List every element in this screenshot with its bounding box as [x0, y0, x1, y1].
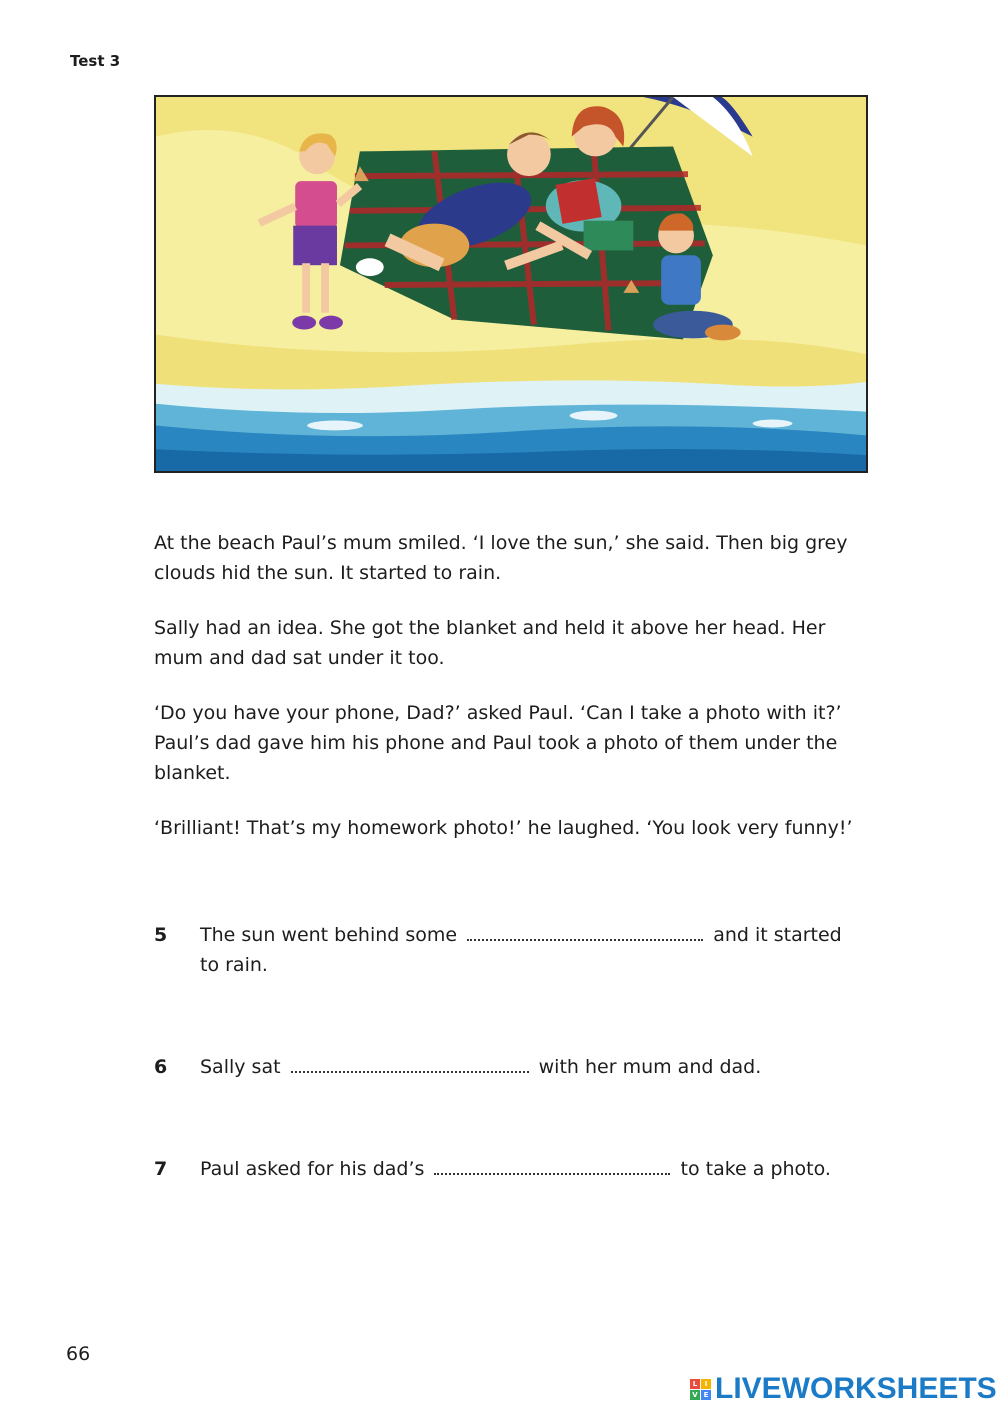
brand-name: LIVEWORKSHEETS — [715, 1372, 997, 1405]
story-paragraph-2: Sally had an idea. She got the blanket and held it above her head. Her mum and dad sat under it too. — [154, 617, 826, 669]
page-number: 66 — [66, 1343, 91, 1365]
brand-logo-icon — [690, 1379, 711, 1400]
question-number: 7 — [154, 1158, 168, 1180]
question-6 — [154, 1052, 854, 1082]
question-text-before: Sally sat — [200, 1056, 281, 1078]
question-number: 6 — [154, 1056, 168, 1078]
liveworksheets-brand[interactable] — [690, 1372, 997, 1406]
question-text-before: Paul asked for his dad’s — [200, 1158, 425, 1180]
answer-blank-6[interactable] — [291, 1053, 529, 1073]
question-text-after: and it started to rain. — [200, 924, 842, 976]
story-paragraph-3: ‘Do you have your phone, Dad?’ asked Paul. ‘Can I take a photo with it?’ Paul’s dad gave him his phone and Paul took a photo of them under the blanket. — [154, 702, 842, 784]
story-paragraph-4: ‘Brilliant! That’s my homework photo!’ he laughed. ‘You look very funny!’ — [154, 817, 853, 839]
beach-picnic-image — [156, 97, 866, 471]
answer-blank-7[interactable] — [434, 1155, 670, 1175]
question-number: 5 — [154, 924, 168, 946]
question-text-after: to take a photo. — [680, 1158, 831, 1180]
question-text-after: with her mum and dad. — [538, 1056, 762, 1078]
question-5 — [154, 920, 854, 980]
beach-illustration — [154, 95, 868, 473]
logo-letter-v: V — [690, 1390, 700, 1400]
answer-blank-5[interactable] — [467, 921, 703, 941]
test-label: Test 3 — [70, 52, 121, 70]
story-paragraph-1: At the beach Paul’s mum smiled. ‘I love the sun,’ she said. Then big grey clouds hid the sun. It started to rain. — [154, 532, 848, 584]
logo-letter-i: I — [701, 1379, 711, 1389]
question-7 — [154, 1154, 854, 1184]
question-text-before: The sun went behind some — [200, 924, 458, 946]
logo-letter-l: L — [690, 1379, 700, 1389]
story-text — [154, 528, 854, 868]
logo-letter-e: E — [701, 1390, 711, 1400]
